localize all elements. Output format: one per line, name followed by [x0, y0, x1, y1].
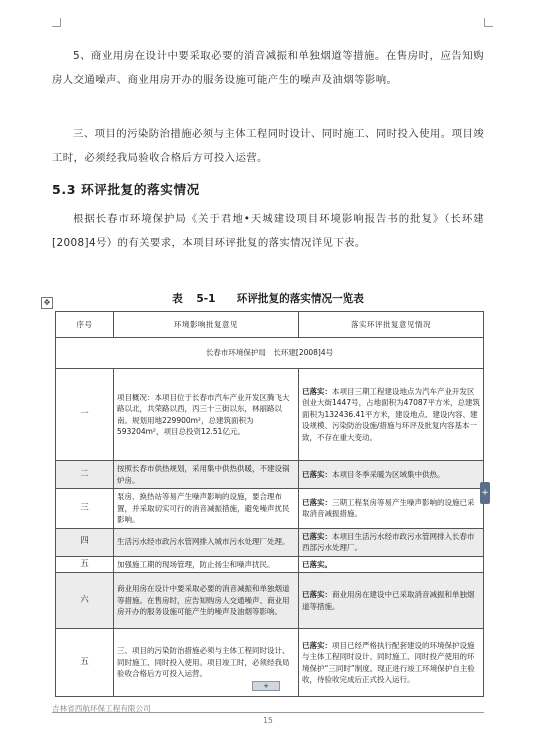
implementation-table — [55, 311, 484, 697]
company-name: 吉林省西航环保工程有限公司 — [52, 704, 151, 713]
intro-paragraph: 根据长春市环境保护局《关于君地•天城建设项目环境影响报告书的批复》（长环建[2008]4号）的有关要求，本项目环评批复的落实情况详见下表。 — [52, 213, 484, 249]
status-label: 已落实： — [302, 531, 332, 541]
row-number: 六 — [56, 573, 114, 629]
crop-mark-top-right — [484, 18, 493, 27]
status-text: 本项目三期工程建设地点为汽车产业开发区创业大街1447号，占地面积为47087平方米，总建筑面积为132436.41平方米，建设地点、建设内容、建设规模、污染防治设施/措施与环评及批复内容基本一致，不存在重大变动。 — [302, 386, 480, 442]
row-number: 二 — [56, 461, 114, 489]
status-text: 商业用房在建设中已采取消音减振和单独烟道等措施。 — [302, 590, 475, 611]
approval-opinion: 生活污水经市政污水管网排入城市污水处理厂处理。 — [114, 528, 299, 556]
approval-opinion: 泵房、换热站等易产生噪声影响的设施，要合理布置，并采取切实可行的消音减振措施，避免噪声扰民影响。 — [114, 489, 299, 529]
table-move-handle-icon[interactable]: ✥ — [41, 297, 53, 309]
row-number: 五 — [56, 556, 114, 573]
status-text: 本项目生活污水经市政污水管网排入长春市西部污水处理厂。 — [302, 531, 475, 552]
add-column-handle-icon[interactable]: + — [480, 482, 490, 504]
row-number: 三 — [56, 489, 114, 529]
table-caption: 表 5-1 环评批复的落实情况一览表 — [172, 293, 364, 305]
table-header-row — [56, 312, 484, 338]
header-number: 序号 — [56, 312, 114, 338]
status-label: 已落实。 — [302, 559, 332, 569]
add-row-handle-icon[interactable]: + — [252, 681, 280, 691]
implementation-status — [299, 369, 484, 461]
table-row — [56, 461, 484, 489]
row-number: 一 — [56, 369, 114, 461]
approval-document-reference: 长春市环境保护局 长环建[2008]4号 — [56, 338, 484, 369]
approval-opinion: 加强施工期的现场管理，防止扬尘和噪声扰民。 — [114, 556, 299, 573]
status-label: 已落实： — [302, 386, 332, 396]
row-number: 四 — [56, 528, 114, 556]
approval-opinion: 三、项目的污染防治措施必须与主体工程同时设计、同时施工、同时投入使用。项目竣工时，必须经我局验收合格后方可投入运营。 — [114, 629, 299, 697]
status-label: 已落实： — [302, 640, 332, 650]
header-status: 落实环评批复意见情况 — [299, 312, 484, 338]
paragraph-item-3: 三、项目的污染防治措施必须与主体工程同时设计、同时施工、同时投入使用。项目竣工时，必须经我局验收合格后方可投入运营。 — [52, 128, 484, 164]
table-subheader-row — [56, 338, 484, 369]
footer-divider — [52, 712, 484, 713]
implementation-status — [299, 556, 484, 573]
approval-opinion: 按照长春市供热规划，采用集中供热供暖，不建设锅炉房。 — [114, 461, 299, 489]
status-text: 本项目冬季采暖为区域集中供热。 — [332, 469, 445, 479]
implementation-status — [299, 461, 484, 489]
table-row — [56, 556, 484, 573]
table-row — [56, 528, 484, 556]
table-row — [56, 573, 484, 629]
implementation-status — [299, 629, 484, 697]
section-heading: 5.3 环评批复的落实情况 — [52, 182, 200, 197]
approval-opinion: 项目概况：本项目位于长春市汽车产业开发区腾飞大路以北，共荣路以西，丙三十三街以东，林丽路以南。规划用地229900m²，总建筑面积为593204m²，项目总投资12.51亿元。 — [114, 369, 299, 461]
implementation-status — [299, 573, 484, 629]
row-number: 五 — [56, 629, 114, 697]
implementation-status — [299, 528, 484, 556]
header-opinion: 环境影响批复意见 — [114, 312, 299, 338]
table-row — [56, 369, 484, 461]
status-text: 项目已经严格执行配套建设的环境保护设施与主体工程同时设计、同时施工、同时投产使用的环境保护“三同时”制度。现正进行竣工环境保护自主验收，待验收完成后正式投入运行。 — [302, 640, 475, 684]
table-row — [56, 489, 484, 529]
approval-opinion: 商业用房在设计中要采取必要的消音减振和单独烟道等措施。在售房时，应告知购房人交通噪声、商业用房开办的服务设施可能产生的噪声及油烟等影响。 — [114, 573, 299, 629]
paragraph-item-5: 5、商业用房在设计中要采取必要的消音减振和单独烟道等措施。在售房时，应告知购房人交通噪声、商业用房开办的服务设施可能产生的噪声及油烟等影响。 — [52, 50, 484, 86]
page-number: 15 — [263, 716, 273, 725]
status-label: 已落实： — [302, 497, 332, 507]
implementation-status — [299, 489, 484, 529]
status-label: 已落实： — [302, 590, 332, 599]
crop-mark-top-left — [52, 18, 61, 27]
status-text: 三期工程泵房等易产生噪声影响的设施已采取消音减振措施。 — [302, 497, 475, 519]
status-label: 已落实： — [302, 469, 332, 479]
